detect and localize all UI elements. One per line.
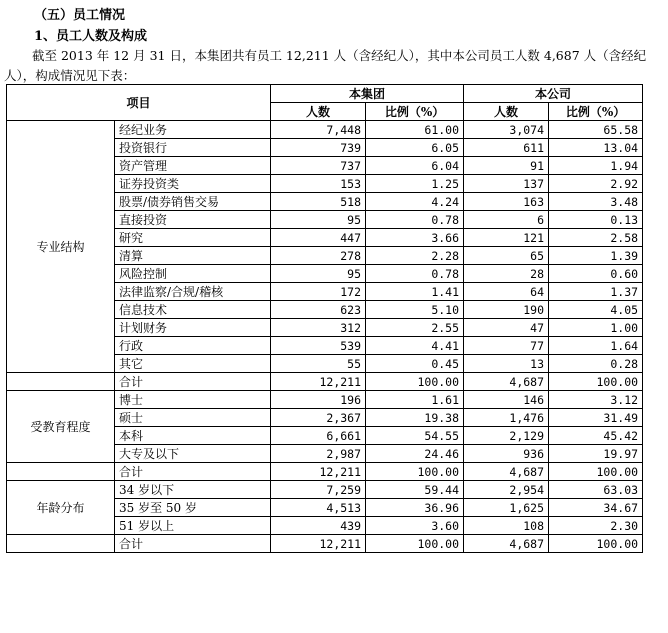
header-company-ratio: 比例（%） — [549, 103, 643, 121]
row-label: 投资银行 — [115, 139, 271, 157]
group-ratio: 5.10 — [366, 301, 464, 319]
group-ratio: 4.41 — [366, 337, 464, 355]
row-label: 信息技术 — [115, 301, 271, 319]
company-ratio: 45.42 — [549, 427, 643, 445]
row-label: 大专及以下 — [115, 445, 271, 463]
group-ratio: 3.60 — [366, 517, 464, 535]
company-ratio: 1.94 — [549, 157, 643, 175]
group-ratio: 1.41 — [366, 283, 464, 301]
company-ratio: 31.49 — [549, 409, 643, 427]
group-count: 439 — [271, 517, 366, 535]
header-item: 项目 — [7, 85, 271, 121]
row-label: 资产管理 — [115, 157, 271, 175]
group-count: 737 — [271, 157, 366, 175]
row-label: 计划财务 — [115, 319, 271, 337]
row-label: 本科 — [115, 427, 271, 445]
company-ratio: 2.30 — [549, 517, 643, 535]
group-count: 172 — [271, 283, 366, 301]
company-ratio: 3.48 — [549, 193, 643, 211]
header-company: 本公司 — [464, 85, 643, 103]
group-count: 7,259 — [271, 481, 366, 499]
group-count: 7,448 — [271, 121, 366, 139]
row-label: 34 岁以下 — [115, 481, 271, 499]
total-label: 合计 — [115, 373, 271, 391]
company-count: 146 — [464, 391, 549, 409]
group-count: 518 — [271, 193, 366, 211]
total-company-count: 4,687 — [464, 535, 549, 553]
company-count: 64 — [464, 283, 549, 301]
category-label: 受教育程度 — [7, 391, 115, 463]
company-count: 28 — [464, 265, 549, 283]
group-ratio: 61.00 — [366, 121, 464, 139]
group-count: 2,987 — [271, 445, 366, 463]
company-ratio: 2.58 — [549, 229, 643, 247]
row-label: 研究 — [115, 229, 271, 247]
company-count: 77 — [464, 337, 549, 355]
company-count: 2,954 — [464, 481, 549, 499]
category-label: 年龄分布 — [7, 481, 115, 535]
group-ratio: 59.44 — [366, 481, 464, 499]
group-ratio: 19.38 — [366, 409, 464, 427]
total-group-ratio: 100.00 — [366, 463, 464, 481]
group-ratio: 3.66 — [366, 229, 464, 247]
group-count: 95 — [271, 265, 366, 283]
group-count: 739 — [271, 139, 366, 157]
total-row — [7, 535, 643, 553]
total-label: 合计 — [115, 535, 271, 553]
group-ratio: 54.55 — [366, 427, 464, 445]
header-group-ratio: 比例（%） — [366, 103, 464, 121]
subsection-heading: 1、员工人数及构成 — [34, 29, 148, 44]
total-company-ratio: 100.00 — [549, 535, 643, 553]
company-ratio: 3.12 — [549, 391, 643, 409]
company-ratio: 0.28 — [549, 355, 643, 373]
company-count: 65 — [464, 247, 549, 265]
company-count: 2,129 — [464, 427, 549, 445]
employee-table — [6, 84, 643, 553]
total-company-count: 4,687 — [464, 463, 549, 481]
company-count: 13 — [464, 355, 549, 373]
company-ratio: 34.67 — [549, 499, 643, 517]
row-label: 行政 — [115, 337, 271, 355]
company-count: 121 — [464, 229, 549, 247]
row-label: 直接投资 — [115, 211, 271, 229]
total-empty-cell — [7, 373, 115, 391]
group-ratio: 2.28 — [366, 247, 464, 265]
row-label: 法律监察/合规/稽核 — [115, 283, 271, 301]
company-ratio: 0.13 — [549, 211, 643, 229]
total-company-ratio: 100.00 — [549, 373, 643, 391]
row-label: 证券投资类 — [115, 175, 271, 193]
total-label: 合计 — [115, 463, 271, 481]
group-ratio: 1.61 — [366, 391, 464, 409]
company-count: 3,074 — [464, 121, 549, 139]
group-ratio: 1.25 — [366, 175, 464, 193]
row-label: 经纪业务 — [115, 121, 271, 139]
total-group-count: 12,211 — [271, 463, 366, 481]
total-empty-cell — [7, 535, 115, 553]
total-row — [7, 373, 643, 391]
company-count: 190 — [464, 301, 549, 319]
company-count: 108 — [464, 517, 549, 535]
total-company-ratio: 100.00 — [549, 463, 643, 481]
category-label: 专业结构 — [7, 121, 115, 373]
company-ratio: 65.58 — [549, 121, 643, 139]
intro-paragraph: 截至 2013 年 12 月 31 日，本集团共有员工 12,211 人（含经纪人），其中本公司员工人数 4,687 人（含经纪人），构成情况见下表： — [4, 48, 647, 83]
group-ratio: 0.45 — [366, 355, 464, 373]
group-count: 95 — [271, 211, 366, 229]
company-count: 47 — [464, 319, 549, 337]
row-label: 硕士 — [115, 409, 271, 427]
row-label: 股票/债券销售交易 — [115, 193, 271, 211]
row-label: 35 岁至 50 岁 — [115, 499, 271, 517]
group-ratio: 36.96 — [366, 499, 464, 517]
group-ratio: 0.78 — [366, 265, 464, 283]
group-ratio: 2.55 — [366, 319, 464, 337]
company-count: 137 — [464, 175, 549, 193]
company-count: 6 — [464, 211, 549, 229]
group-count: 447 — [271, 229, 366, 247]
company-count: 1,476 — [464, 409, 549, 427]
section-heading: （五）员工情况 — [34, 8, 126, 23]
group-count: 6,661 — [271, 427, 366, 445]
total-group-count: 12,211 — [271, 373, 366, 391]
company-ratio: 4.05 — [549, 301, 643, 319]
total-empty-cell — [7, 463, 115, 481]
company-ratio: 1.37 — [549, 283, 643, 301]
company-ratio: 1.00 — [549, 319, 643, 337]
company-count: 91 — [464, 157, 549, 175]
header-company-count: 人数 — [464, 103, 549, 121]
group-count: 2,367 — [271, 409, 366, 427]
company-ratio: 1.64 — [549, 337, 643, 355]
total-group-ratio: 100.00 — [366, 373, 464, 391]
row-label: 风险控制 — [115, 265, 271, 283]
total-row — [7, 463, 643, 481]
group-count: 55 — [271, 355, 366, 373]
total-company-count: 4,687 — [464, 373, 549, 391]
company-ratio: 0.60 — [549, 265, 643, 283]
group-ratio: 6.04 — [366, 157, 464, 175]
total-group-count: 12,211 — [271, 535, 366, 553]
group-count: 539 — [271, 337, 366, 355]
group-count: 4,513 — [271, 499, 366, 517]
company-count: 1,625 — [464, 499, 549, 517]
company-ratio: 19.97 — [549, 445, 643, 463]
group-count: 196 — [271, 391, 366, 409]
total-group-ratio: 100.00 — [366, 535, 464, 553]
table-body — [7, 121, 643, 553]
company-count: 611 — [464, 139, 549, 157]
group-ratio: 4.24 — [366, 193, 464, 211]
company-count: 936 — [464, 445, 549, 463]
row-label: 博士 — [115, 391, 271, 409]
group-ratio: 0.78 — [366, 211, 464, 229]
table-row — [7, 391, 643, 409]
group-count: 153 — [271, 175, 366, 193]
header-group-count: 人数 — [271, 103, 366, 121]
header-group: 本集团 — [271, 85, 464, 103]
group-count: 312 — [271, 319, 366, 337]
table-row — [7, 121, 643, 139]
company-count: 163 — [464, 193, 549, 211]
row-label: 51 岁以上 — [115, 517, 271, 535]
group-ratio: 6.05 — [366, 139, 464, 157]
company-ratio: 1.39 — [549, 247, 643, 265]
row-label: 清算 — [115, 247, 271, 265]
company-ratio: 63.03 — [549, 481, 643, 499]
row-label: 其它 — [115, 355, 271, 373]
group-count: 623 — [271, 301, 366, 319]
table-row — [7, 481, 643, 499]
company-ratio: 13.04 — [549, 139, 643, 157]
group-ratio: 24.46 — [366, 445, 464, 463]
company-ratio: 2.92 — [549, 175, 643, 193]
group-count: 278 — [271, 247, 366, 265]
